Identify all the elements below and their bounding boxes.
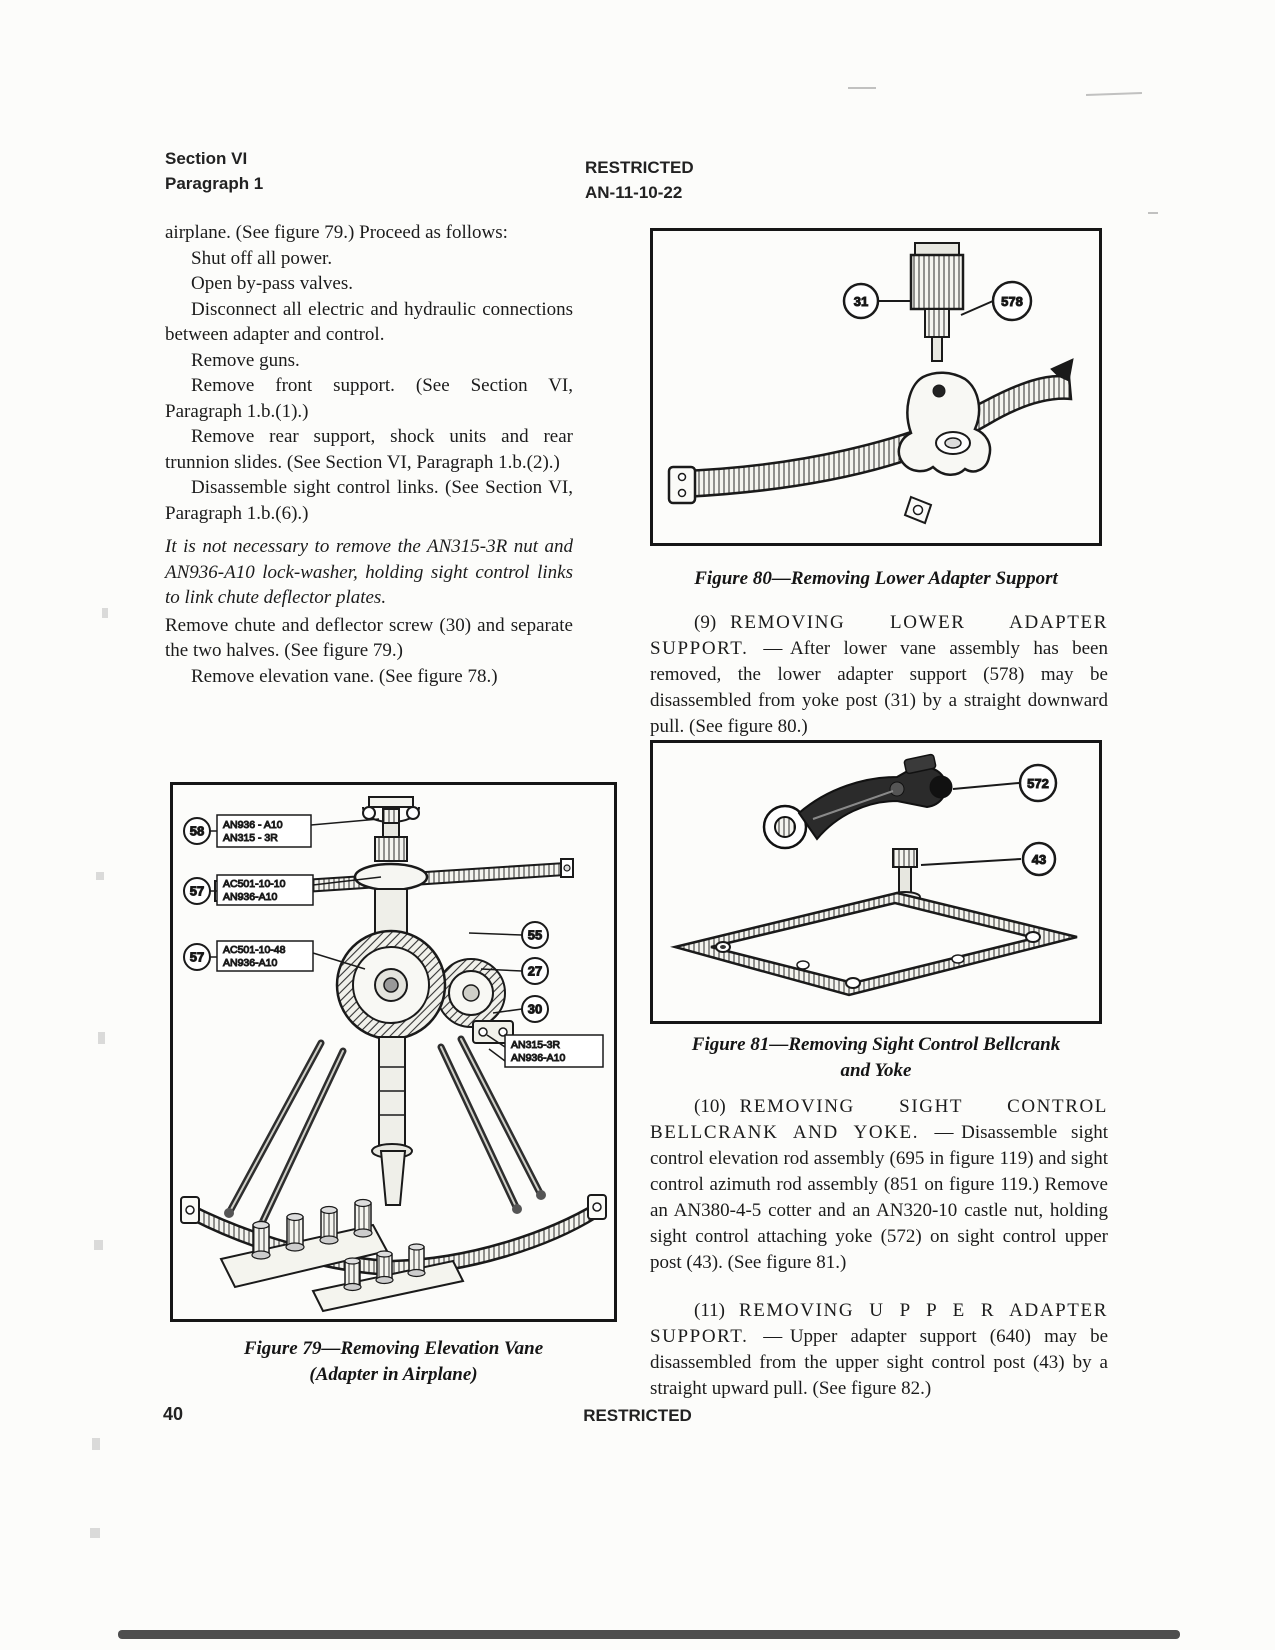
svg-text:58: 58 [189, 823, 205, 839]
procedure-step: Remove chute and deflector screw (30) and separate the two halves. (See figure 79.) [165, 614, 573, 661]
figure-80-illustration [653, 231, 1099, 543]
scan-mark [90, 1528, 100, 1538]
figure-79-frame [170, 782, 617, 1322]
paragraph-9 [650, 610, 1108, 740]
procedure-step: Remove rear support, shock units and rear trunnion slides. (See Section VI, Paragraph 1.b.(2).) [165, 426, 573, 473]
scan-mark [94, 1240, 103, 1250]
procedure-step: Open by-pass valves. [191, 273, 353, 294]
header-doc-number: AN-11-10-22 [585, 183, 683, 202]
svg-text:AN936-A10: AN936-A10 [223, 891, 278, 903]
svg-text:AN315-3R: AN315-3R [511, 1039, 561, 1051]
left-column [165, 220, 573, 689]
paragraph-heading: REMOVING LOWER ADAPTER SUPPORT. — [650, 612, 1108, 659]
lower-adapter-support [669, 359, 1073, 503]
procedure-step: Shut off all power. [191, 247, 333, 269]
callout-55 [469, 922, 548, 948]
svg-text:31: 31 [853, 294, 869, 309]
callout-57b [184, 941, 365, 971]
callout-43 [921, 843, 1055, 875]
central-adapter-assembly [337, 889, 513, 1205]
header-center [585, 155, 694, 205]
footer-classification: RESTRICTED [583, 1406, 692, 1425]
callout-58 [184, 815, 379, 847]
scan-mark [92, 1438, 100, 1450]
paragraph-heading: REMOVING SIGHT CONTROL BELLCRANK AND YOKE. — [650, 1096, 1108, 1143]
svg-text:578: 578 [1001, 294, 1023, 309]
svg-text:57: 57 [189, 883, 205, 899]
svg-text:55: 55 [527, 927, 543, 943]
callout-31 [844, 284, 911, 318]
svg-text:572: 572 [1027, 776, 1049, 791]
scan-edge-shadow [118, 1630, 1180, 1639]
scan-mark [98, 1032, 105, 1044]
header-section: Section VI [165, 149, 248, 168]
callout-578 [961, 282, 1031, 320]
svg-text:AN936-A10: AN936-A10 [511, 1052, 566, 1064]
paragraph-10 [650, 1094, 1108, 1276]
figure-79-caption: Figure 79—Removing Elevation Vane (Adapter in Airplane) [243, 1338, 544, 1385]
svg-text:AN936 - A10: AN936 - A10 [223, 819, 283, 831]
bellcrank-yoke [764, 754, 952, 848]
figure-81-illustration [653, 743, 1099, 1021]
svg-text:AN315 - 3R: AN315 - 3R [223, 832, 278, 844]
triangular-support-plate [675, 893, 1077, 995]
svg-text:AN936-A10: AN936-A10 [223, 957, 278, 969]
svg-text:AC501-10-10: AC501-10-10 [223, 878, 286, 890]
figure-80-caption: Figure 80—Removing Lower Adapter Support [694, 568, 1058, 589]
paragraph-body: After lower vane assembly has been removed, the lower adapter support (578) may be disassembled from yoke post (31) by a straight downward pull. (See figure 80.) [650, 638, 1108, 737]
note-paragraph: It is not necessary to remove the AN315-3R nut and AN936-A10 lock-washer, holding sight control links to link chute deflector plates. [165, 536, 573, 608]
procedure-step: Remove guns. [191, 349, 300, 371]
yoke-post [911, 243, 963, 361]
figure-80-frame [650, 228, 1102, 546]
paragraph-heading: REMOVING U P P E R ADAPTER SUPPORT. — [650, 1300, 1108, 1347]
paragraph-11 [650, 1298, 1108, 1402]
paragraph-number: (11) [694, 1300, 725, 1321]
scan-mark [848, 87, 876, 89]
scan-mark [1148, 212, 1158, 214]
header-paragraph: Paragraph 1 [165, 174, 264, 193]
svg-text:27: 27 [527, 963, 543, 979]
header-left [165, 146, 263, 196]
part-label-box [487, 1035, 603, 1067]
figure-81-caption: Figure 81—Removing Sight Control Bellcrank and Yoke [691, 1034, 1061, 1081]
paragraph-body: Disassemble sight control elevation rod assembly (695 in figure 119) and sight control azimuth rod assembly (851 on figure 119.) Remove an AN380-4-5 cotter and an AN320-10 castle nut, holding sight control attaching yoke (572) on sight control upper post (43). (See figure 81.) [650, 1122, 1108, 1273]
svg-text:57: 57 [189, 949, 205, 965]
scan-mark [1086, 92, 1142, 96]
procedure-step: Remove elevation vane. (See figure 78.) [191, 665, 498, 687]
footer-page-number: 40 [163, 1404, 184, 1424]
center-bracket [899, 373, 990, 523]
procedure-step: Disassemble sight control links. (See Section VI, Paragraph 1.b.(6).) [165, 477, 573, 524]
procedure-step: Remove front support. (See Section VI, Paragraph 1.b.(1).) [165, 375, 573, 422]
callout-572 [953, 765, 1056, 801]
figure-81-frame [650, 740, 1102, 1024]
svg-text:30: 30 [527, 1001, 543, 1017]
paragraph-number: (9) [694, 612, 717, 633]
scan-mark [96, 872, 104, 880]
figure-79-illustration [173, 785, 614, 1319]
scan-mark [102, 608, 108, 618]
paragraph-number: (10) [694, 1096, 726, 1117]
continued-paragraph: airplane. (See figure 79.) Proceed as follows: [165, 222, 508, 243]
header-classification: RESTRICTED [585, 158, 694, 177]
paragraph-body: Upper adapter support (640) may be disassembled from the upper sight control post (43) by a straight upward pull. (See figure 82.) [650, 1326, 1109, 1399]
procedure-step: Disconnect all electric and hydraulic connections between adapter and control. [165, 298, 573, 345]
svg-text:43: 43 [1031, 852, 1047, 867]
svg-text:AC501-10-48: AC501-10-48 [223, 944, 286, 956]
